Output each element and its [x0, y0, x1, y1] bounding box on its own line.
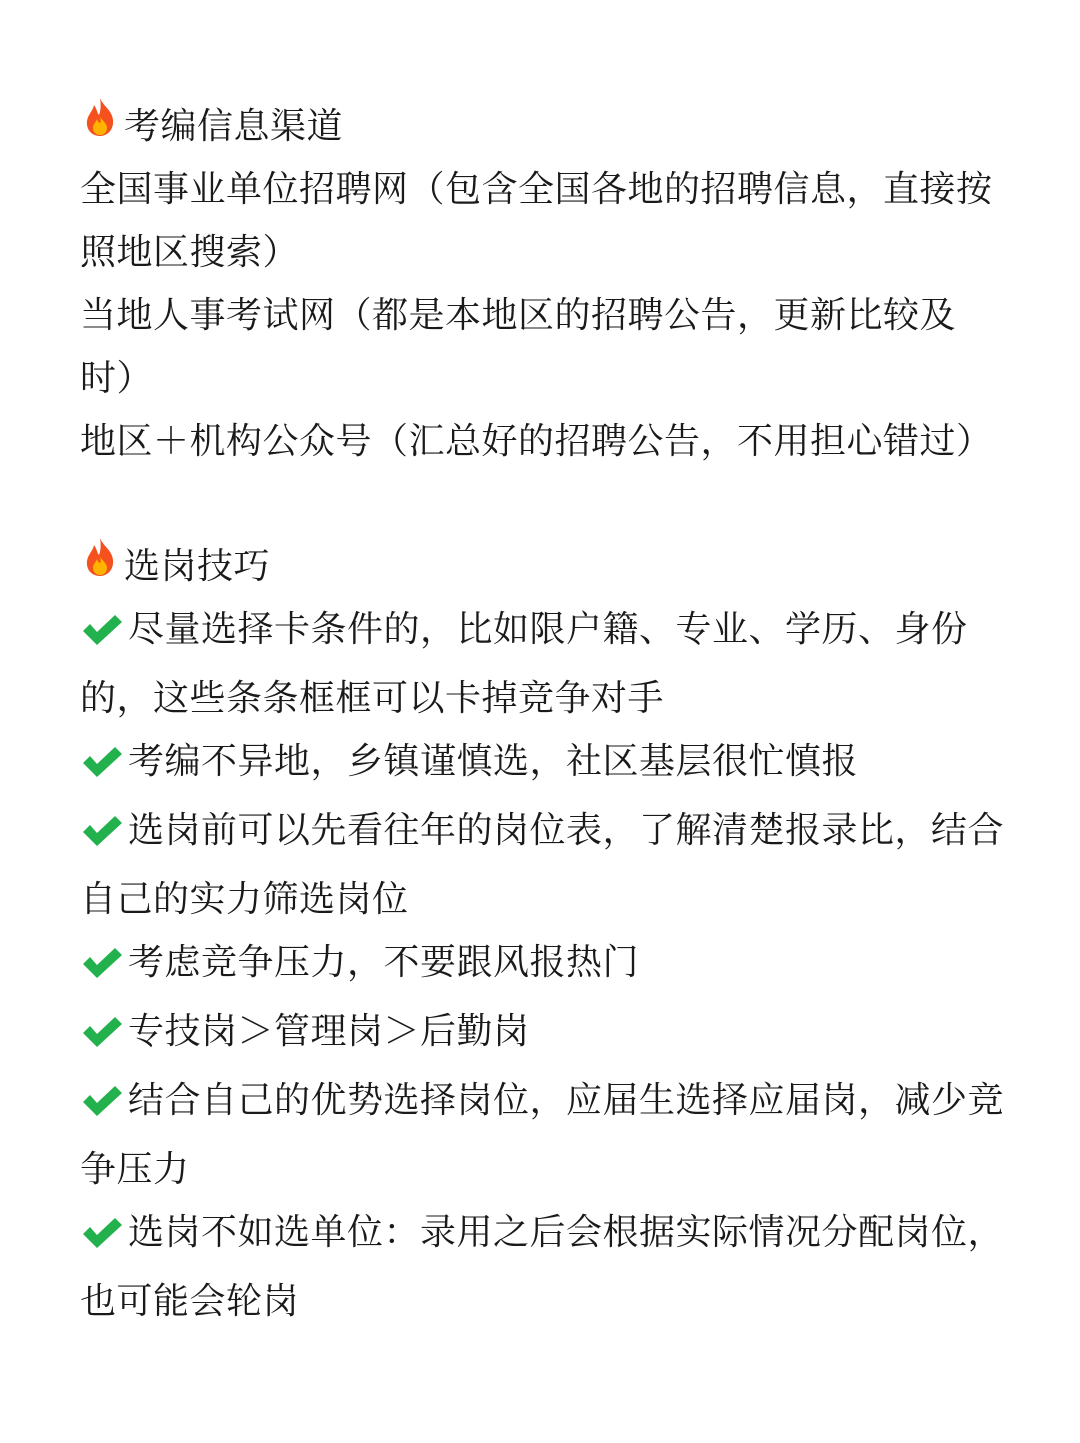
section-tips: [80, 535, 1010, 1333]
tip-item: [80, 931, 1010, 1000]
tip-item: [80, 1000, 1010, 1069]
tip-text: 尽量选择卡条件的，比如限户籍、专业、学历、身份的，这些条条框框可以卡掉竞争对手: [80, 609, 968, 719]
tip-text: 专技岗＞管理岗＞后勤岗: [128, 1011, 530, 1052]
tip-item: [80, 1069, 1010, 1201]
tip-text: 选岗前可以先看往年的岗位表，了解清楚报录比，结合自己的实力筛选岗位: [80, 810, 1005, 920]
channel-line: 当地人事考试网（都是本地区的招聘公告，更新比较及时）: [80, 295, 957, 399]
note-content: [80, 95, 1010, 1333]
check-icon: [80, 736, 124, 799]
check-icon: [80, 1207, 124, 1270]
section-channels: [80, 95, 1010, 473]
tip-text: 考虑竞争压力，不要跟风报热门: [128, 942, 640, 983]
tip-text: 选岗不如选单位：录用之后会根据实际情况分配岗位，也可能会轮岗: [80, 1212, 1005, 1322]
tip-text: 考编不异地，乡镇谨慎选，社区基层很忙慎报: [128, 741, 859, 782]
channel-line: 全国事业单位招聘网（包含全国各地的招聘信息，直接按照地区搜索）: [80, 169, 993, 273]
check-icon: [80, 937, 124, 1000]
section-heading: [80, 535, 1010, 598]
section-title: 选岗技巧: [124, 546, 271, 587]
tip-item: [80, 730, 1010, 799]
channel-line: 地区＋机构公众号（汇总好的招聘公告，不用担心错过）: [80, 421, 993, 462]
section-title: 考编信息渠道: [124, 106, 344, 147]
tip-item: [80, 598, 1010, 730]
tip-item: [80, 1201, 1010, 1333]
fire-icon: [80, 95, 120, 158]
check-icon: [80, 805, 124, 868]
tip-text: 结合自己的优势选择岗位，应届生选择应届岗，减少竞争压力: [80, 1080, 1005, 1190]
check-icon: [80, 1075, 124, 1138]
check-icon: [80, 1006, 124, 1069]
fire-icon: [80, 535, 120, 598]
tip-item: [80, 799, 1010, 931]
check-icon: [80, 604, 124, 667]
section-heading: [80, 95, 1010, 158]
